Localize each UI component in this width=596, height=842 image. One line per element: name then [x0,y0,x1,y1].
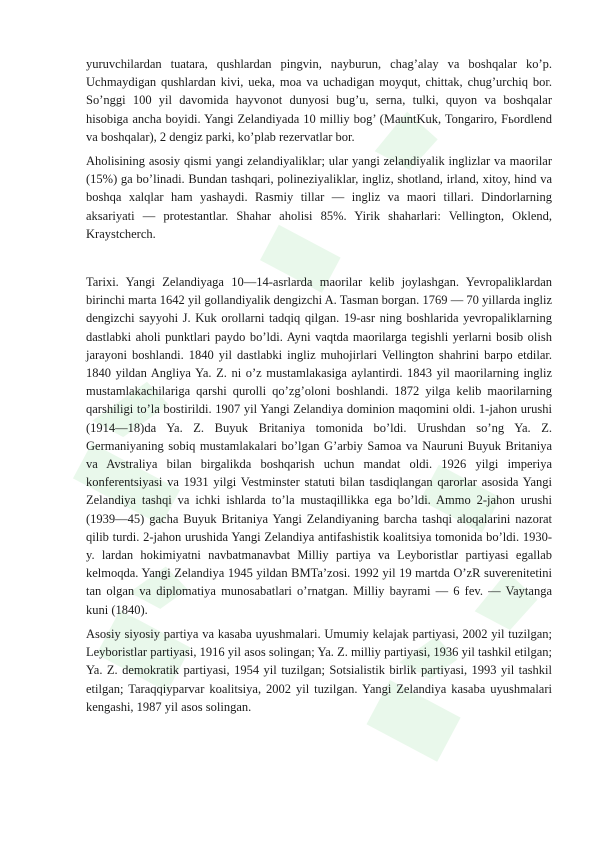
paragraph-population: Aholisining asosiy qismi yangi zelandiyaliklar; ular yangi zelandiyalik inglizlar va maorilar (15%) ga bo’linadi. Bundan tashqari, polineziyaliklar, ingliz, shotland, irland, xitoy, hind va boshqa xalqlar ham yashaydi. Rasmiy tillar — ingliz va maori tillari. Dindorlarning aksariyati — protestantlar. Shahar aholisi 85%. Yirik shaharlari: Vellington, Oklend, Kraystcherch. [86,154,552,241]
paragraph-parties: Asosiy siyosiy partiya va kasaba uyushmalari. Umumiy kelajak partiyasi, 2002 yil tuzilgan; Leyboristlar partiyasi, 1916 yil asos solingan; Ya. Z. milliy partiyasi, 1936 yil tashkil etilgan; Ya. Z. demokratik partiyasi, 1954 yil tuzilgan; Sotsialistik birlik partiyasi, 1993 yil tashkil etilgan; Taraqqiyparvar koalitsiya, 2002 yil tuzilgan. Yangi Zelandiya kasaba uyushmalari kengashi, 1987 yil asos solingan. [86,626,552,714]
paragraph-history: Tarixi. Yangi Zelandiyaga 10—14-asrlarda maorilar kelib joylashgan. Yevropaliklardan birinchi marta 1642 yil gollandiyalik dengizchi A. Tasman borgan. 1769 — 70 yillarda ingliz dengizchi sayyohi J. Kuk orollarni tadqiq qilgan. 19-asr ning boshlarida yevropaliklarning dastlabki aholi punktlari paydo bo’ldi. Ayni vaqtda maorilarga tegishli yerlarni bosib olish jarayoni boshlandi. 1840 yil dastlabki ingliz muhojirlari Vellington shahrini barpo etdilar. 1840 yildan Angliya Ya. Z. ni o’z mustamlakasiga aylantirdi. 1843 yil maorilarning ingliz mustamlakachilariga qarshi qurolli qo’zg’oloni boshlandi. 1872 yilga kelib maorilarning qarshiligi to’la bostirildi. 1907 yil Yangi Zelandiya dominion maqomini oldi. 1-jahon urushi (1914—18)da Ya. Z. Buyuk Britaniya tomonida bo’ldi. Urushdan so’ng Ya. Z. Germaniyaning sobiq mustamlakalari bo’lgan G’arbiy Samoa va Nauruni Buyuk Britaniya va Avstraliya bilan birgalikda boshqarish uchun mandat oldi. 1926 yilgi imperiya konferentsiyasi va 1931 yilgi Vestminster statuti bilan tasdiqlangan qarorlar asosida Yangi Zelandiya tashqi va ichki ishlarda to’la mustaqillikka ega bo’ldi. Ammo 2-jahon urushi (1939—45) gacha Buyuk Britaniya Yangi Zelandiyaning barcha tashqi aloqalarini nazorat qilib turdi. 2-jahon urushida Yangi Zelandiya antifashistik koalitsiya tomonida bo’ldi. 1930-y. lardan hokimiyatni navbatmanavbat Milliy partiya va Leyboristlar partiyasi egallab kelmoqda. Yangi Zelandiya 1945 yildan BMTa’zosi. 1992 yil 19 martda O’zR suverenitetini tan olgan va diplomatiya munosabatlari o’rnatgan. Milliy bayrami — 6 fev. — Vaytanga kuni (1840). [86,275,552,617]
document-body [86,55,552,716]
paragraph-fauna: yuruvchilardan tuatara, qushlardan pingvin, nayburun, chag’alay va boshqalar ko’p. Uchmaydigan qushlardan kivi, ueka, moa va uchadigan moyqut, chittak, chug’urchiq bor. So’nggi 100 yil davomida hayvonot dunyosi bug’u, serna, tulki, quyon va boshqalar hisobiga ancha boyidi. Yangi Zelandiyada 10 milliy bog’ (MauntKuk, Tongariro, Fьordlend va boshqalar), 2 dengiz parki, ko’plab rezervatlar bor. [86,57,552,144]
